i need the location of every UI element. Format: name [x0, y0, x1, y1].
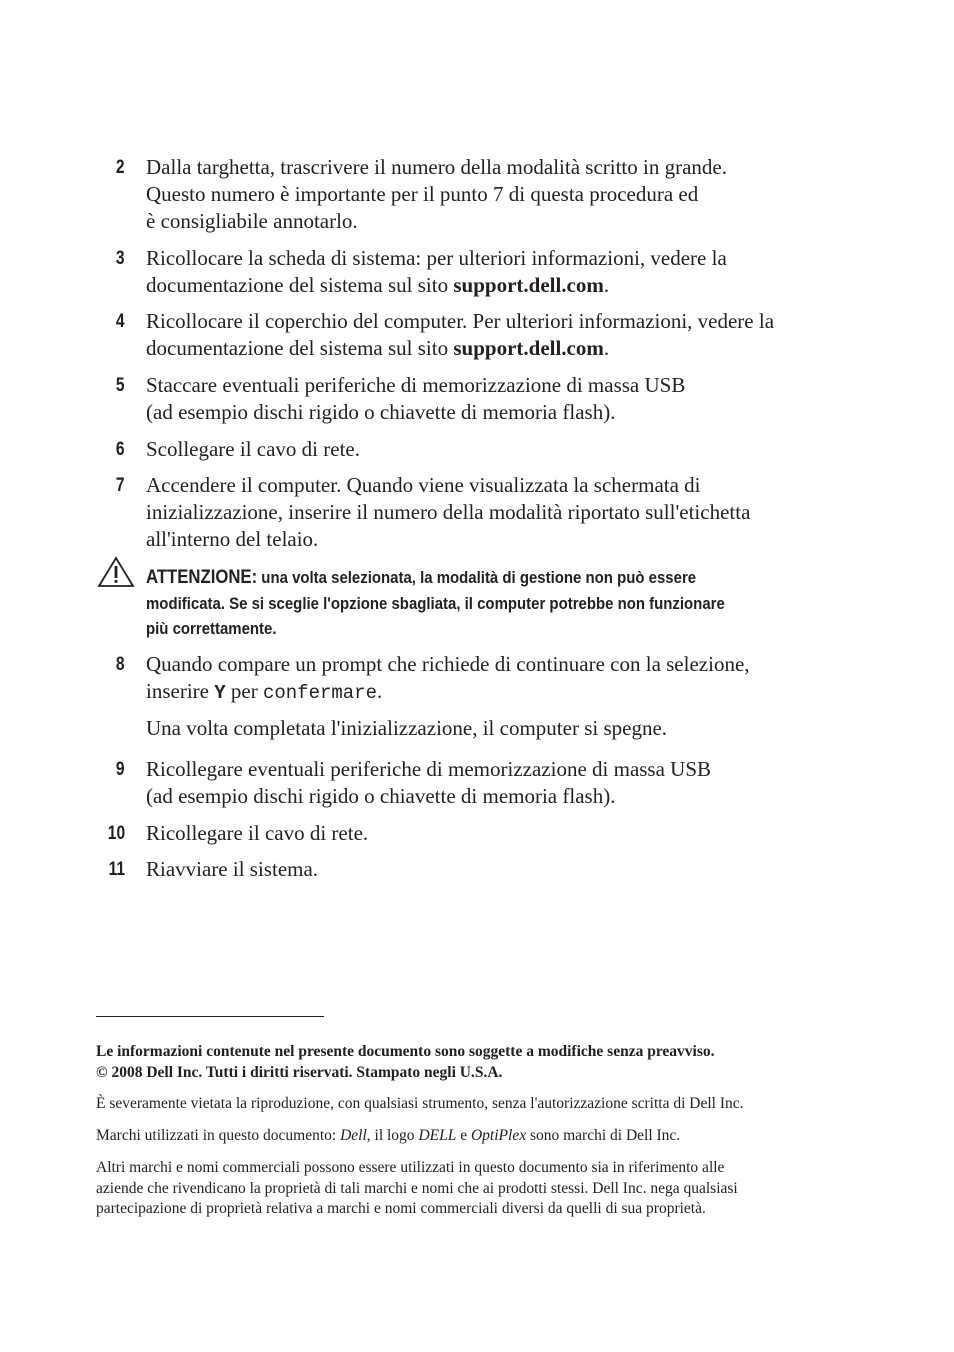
footer-trademarks	[96, 1126, 836, 1147]
footer-divider	[96, 1016, 324, 1017]
step-text-line: Accendere il computer. Quando viene visualizzata la schermata di	[146, 473, 701, 497]
step-text	[146, 308, 836, 362]
step-text-line	[146, 272, 836, 299]
step-text-fragment: documentazione del sistema sul sito	[146, 273, 454, 297]
step-text	[146, 820, 836, 847]
step-text-fragment: documentazione del sistema sul sito	[146, 336, 454, 360]
step-text	[146, 651, 836, 707]
step-text-line: (ad esempio dischi rigido o chiavette di memoria flash).	[146, 784, 616, 808]
trademark-dell-logo: DELL	[418, 1127, 457, 1144]
step-text	[146, 154, 836, 235]
step-text-line: Ricollocare la scheda di sistema: per ulteriori informazioni, vedere la	[146, 246, 727, 270]
support-link[interactable]: support.dell.com	[453, 273, 604, 297]
step-text-fragment: per	[225, 679, 263, 703]
step-text-line: Scollegare il cavo di rete.	[146, 437, 360, 461]
footer-notice-line: © 2008 Dell Inc. Tutti i diritti riservati. Stampato negli U.S.A.	[96, 1063, 503, 1081]
step-text-line: Staccare eventuali periferiche di memorizzazione di massa USB	[146, 373, 686, 397]
step-text-line: Questo numero è importante per il punto 7 di questa procedura ed	[146, 182, 699, 206]
step-text-fragment: .	[603, 273, 610, 297]
step-text-fragment: inserire	[146, 679, 215, 703]
support-link[interactable]: support.dell.com	[453, 336, 604, 360]
footer-other-marks-line: Altri marchi e nomi commerciali possono essere utilizzati in questo documento sia in riferimento alle	[96, 1159, 725, 1176]
trademark-text: e	[456, 1127, 471, 1144]
step-text-line: Dalla targhetta, trascrivere il numero della modalità scritto in grande.	[146, 155, 727, 179]
step-text-line: Ricollegare il cavo di rete.	[146, 821, 369, 845]
step-number: 9	[116, 759, 125, 780]
confirm-command: confermare	[262, 682, 377, 704]
key-y: Y	[214, 682, 226, 704]
caution-line: più correttamente.	[146, 619, 277, 638]
footer-trademarks-line	[96, 1126, 836, 1147]
step-text-line	[146, 678, 836, 707]
step-text	[146, 756, 836, 810]
step-number: 6	[116, 439, 125, 460]
step-number: 4	[116, 311, 125, 332]
step-text	[146, 472, 836, 553]
trademark-text: , il logo	[366, 1127, 419, 1144]
footer-reproduction-line: È severamente vietata la riproduzione, con qualsiasi strumento, senza l'autorizzazione scritta di Dell Inc.	[96, 1095, 744, 1112]
step-number: 3	[116, 248, 125, 269]
trademark-optiplex: OptiPlex	[470, 1127, 527, 1144]
caution-line	[146, 565, 762, 591]
footer-other-marks	[96, 1158, 836, 1220]
caution-label: ATTENZIONE:	[146, 567, 258, 588]
step-text-line: è consigliabile annotarlo.	[146, 209, 358, 233]
step-text-line: Ricollegare eventuali periferiche di memorizzazione di massa USB	[146, 757, 712, 781]
trademark-text: sono marchi di Dell Inc.	[526, 1127, 681, 1144]
step-text-line: Riavviare il sistema.	[146, 857, 319, 881]
step-text-line: Quando compare un prompt che richiede di continuare con la selezione,	[146, 652, 750, 676]
step-number: 2	[116, 157, 125, 178]
step-text	[146, 372, 836, 426]
step-number: 8	[116, 654, 125, 675]
step-text-line: (ad esempio dischi rigido o chiavette di memoria flash).	[146, 400, 616, 424]
step-text-line: inizializzazione, inserire il numero della modalità riportato sull'etichetta	[146, 500, 751, 524]
step-text-fragment: .	[603, 336, 610, 360]
caution-note	[146, 565, 846, 642]
step-number: 7	[116, 475, 125, 496]
step-number: 11	[108, 859, 125, 880]
step-text-line: Ricollocare il coperchio del computer. Per ulteriori informazioni, vedere la	[146, 309, 775, 333]
step-number: 10	[107, 823, 125, 844]
step-text	[146, 245, 836, 299]
step-text	[146, 436, 836, 463]
footer-reproduction	[96, 1094, 836, 1115]
footer-other-marks-line: partecipazione di proprietà relativa a marchi e nomi commerciali diversi da quelli di sua proprietà.	[96, 1200, 706, 1217]
step-text-line	[146, 335, 836, 362]
footer-notice	[96, 1042, 836, 1083]
footer-other-marks-line: aziende che rivendicano la proprietà di tali marchi e nomi che ai prodotti stessi. Dell Inc. nega qualsiasi	[96, 1179, 738, 1197]
trademark-text: Marchi utilizzati in questo documento:	[96, 1127, 341, 1144]
caution-line: modificata. Se si sceglie l'opzione sbagliata, il computer potrebbe non funzionare	[146, 593, 725, 613]
trademark-dell: Dell	[340, 1127, 367, 1144]
step-text-line: all'interno del telaio.	[146, 527, 319, 551]
footer-notice-line: Le informazioni contenute nel presente documento sono soggette a modifiche senza preavviso.	[96, 1043, 715, 1060]
step-8-result: Una volta completata l'inizializzazione, il computer si spegne.	[146, 716, 668, 740]
step-number: 5	[116, 375, 125, 396]
step-text-fragment: .	[377, 679, 383, 703]
step-text	[146, 856, 836, 883]
caution-text: una volta selezionata, la modalità di gestione non può essere	[257, 568, 697, 587]
warning-triangle-icon	[97, 556, 135, 588]
